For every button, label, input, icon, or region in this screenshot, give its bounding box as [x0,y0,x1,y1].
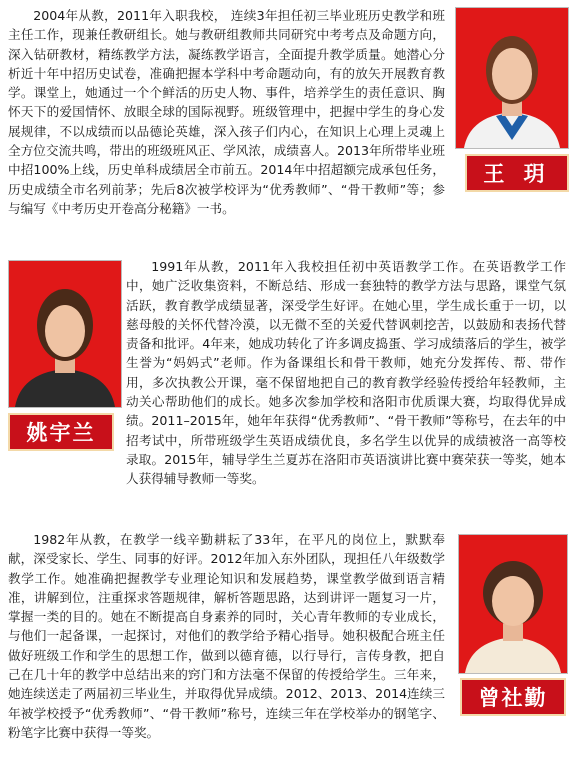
profile-1-portrait [455,7,569,149]
profile-3-name-plate: 曾社勤 [460,678,566,716]
profile-2-bio: 1991年从教，2011年入我校担任初中英语教学工作。在英语教学工作中，她广泛收集资料，不断总结、形成一套独特的教学方法与思路，课堂气氛活跃，教育教学成绩显著，深受学生好评。在她心里，学生成长重于一切，以慈母般的关怀代替冷漠，以无微不至的关爱代替讽刺挖苦，以鼓励和表扬代替责备和批评。4年来，她成功转化了许多调皮捣蛋、学习成绩落后的学生，被学生誉为“妈妈式”老师。作为备课组长和骨干教师，她充分发挥传、帮、带作用，多次执教公开课，毫不保留地把自己的教育教学经验传授给年轻教师，主动关心帮助他们的成长。她多次参加学校和洛阳市优质课大赛，均取得优异成绩。2011–2015年，她年年获得“优秀教师”、“骨干教师”等称号，在去年的中招考试中，所带班级学生英语成绩优良，多名学生以优异的成绩被洛一高等校录取。2015年，辅导学生兰夏苏在洛阳市英语演讲比赛中赛荣获一等奖，她本人获得辅导教师一等奖。 [126,259,566,487]
profile-1-bio: 2004年从教，2011年入职我校， 连续3年担任初三毕业班历史教学和班主任工作，现兼任教研组长。她与教研组教师共同研究中考考点及命题方向，深入钻研教材，精练教学方法，凝练教学语言，全面提升教学质量。她潜心分析近十年中招历史试卷，准确把握本学科中考命题动向，有的放矢开展教育教学。课堂上，她通过一个个鲜活的历史人物、事件，培养学生的责任意识、胸怀天下的爱国情怀、放眼全球的国际视野。班级管理中，把握中学生的身心发展规律，不以成绩而以品德论英雄，深入孩子们内心，在知识上心理上灵魂上全方位交流共鸣，带出的班级班风正、学风浓，成绩喜人。2013年所带毕业班中招100%上线，历史单科成绩居全市前五。2014年中招超额完成承包任务，历史成绩全市名列前茅；先后8次被学校评为“优秀教师”、“骨干教师”等；参与编写《中考历史开卷高分秘籍》一书。 [8,8,445,216]
profile-3-portrait [458,534,568,674]
profile-2-name-plate: 姚宇兰 [8,413,114,451]
profile-1-name-plate: 王 玥 [465,154,569,192]
profile-2-portrait [8,260,122,408]
profile-3-bio: 1982年从教，在教学一线辛勤耕耘了33年，在平凡的岗位上，默默奉献，深受家长、学生、同事的好评。2012年加入东外团队，现担任八年级数学教学工作。她准确把握教学专业理论知识和发展趋势，课堂教学做到语言精准，讲解到位，注重探求答题规律，解析答题思路，达到讲评一题复习一片，掌握一类的目的。她在不断提高自身素养的同时，关心青年教师的专业成长，与他们一起备课，一起探讨，对他们的教学给予精心指导。她积极配合班主任做好班级工作和学生的思想工作，做到以德育德，以行导行，言传身教，把自己在几十年的教学中总结出来的窍门和方法毫不保留的传授给学生。三年来，她连续送走了两届初三毕业生，并取得优异成绩。2012、2013、2014连续三年被学校授予“优秀教师”、“骨干教师”称号，连续三年在学校举办的钢笔字、粉笔字比赛中获得一等奖。 [8,532,445,740]
